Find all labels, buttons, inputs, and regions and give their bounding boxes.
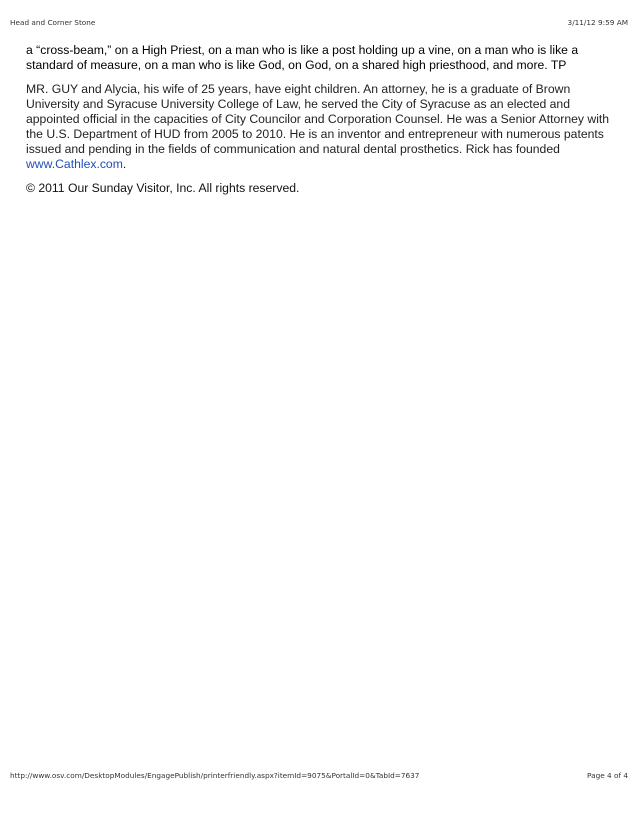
article-paragraph: a “cross-beam,” on a High Priest, on a man who is like a post holding up a vine, on a man who is like a standard of measure, on a man who is like God, on God, on a shared high priesthood, and more. TP	[26, 43, 579, 72]
page-title: Head and Corner Stone	[10, 18, 96, 27]
cathlex-link[interactable]: www.Cathlex.com	[26, 157, 123, 171]
source-url: http://www.osv.com/DesktopModules/EngagePublish/printerfriendly.aspx?itemId=9075&PortalId=0&TabId=7637	[10, 771, 420, 780]
copyright-notice: © 2011 Our Sunday Visitor, Inc. All rights reserved.	[26, 181, 300, 195]
article-body	[26, 43, 618, 205]
page-footer	[10, 771, 628, 785]
author-bio	[26, 82, 618, 172]
page-header	[10, 18, 628, 32]
page-number: Page 4 of 4	[587, 771, 628, 780]
author-bio-text: MR. GUY and Alycia, his wife of 25 years, have eight children. An attorney, he is a graduate of Brown University and Syracuse University College of Law, he served the City of Syracuse as an elected and appointed official in the capacities of City Councilor and Corporation Counsel. He was a Senior Attorney with the U.S. Department of HUD from 2005 to 2010. He is an inventor and entrepreneur with numerous patents issued and pending in the fields of communication and natural dental prosthetics. Rick has founded	[26, 82, 610, 156]
print-datetime: 3/11/12 9:59 AM	[567, 18, 628, 27]
author-bio-end: .	[122, 157, 127, 171]
